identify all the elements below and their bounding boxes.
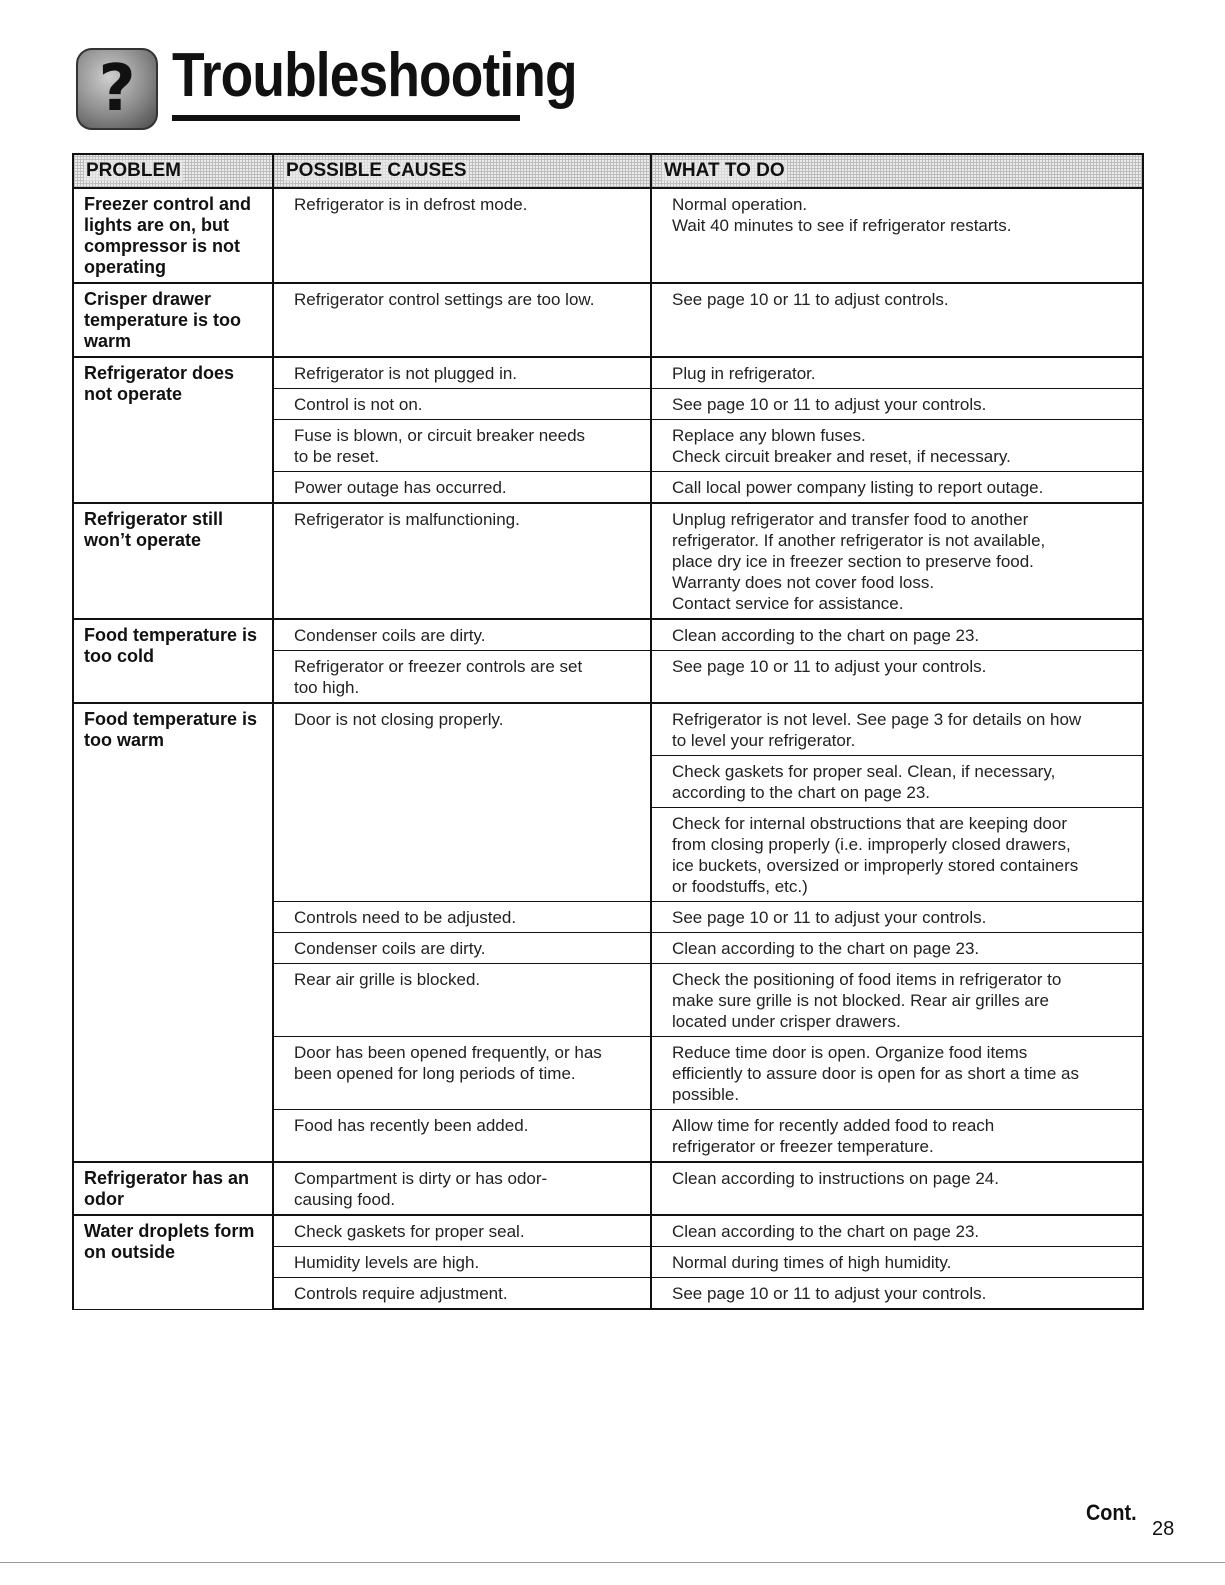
cause-line: Refrigerator is malfunctioning. [294, 510, 520, 529]
todo-line: See page 10 or 11 to adjust your controls. [672, 395, 987, 414]
header-what-to-do: WHAT TO DO [651, 154, 1143, 188]
cause-line: Door has been opened frequently, or has [294, 1043, 602, 1062]
table-row [73, 188, 1143, 283]
table-row [73, 503, 1143, 619]
todo-line: See page 10 or 11 to adjust your controls. [672, 1284, 987, 1303]
cause-line: Condenser coils are dirty. [294, 939, 486, 958]
cause-cell [273, 1215, 651, 1247]
cause-line: Rear air grille is blocked. [294, 970, 481, 989]
cause-line: Refrigerator is in defrost mode. [294, 195, 528, 214]
todo-line: Normal operation. [672, 195, 808, 214]
cause-cell [273, 357, 651, 389]
cause-cell [273, 933, 651, 964]
todo-line: Replace any blown fuses. [672, 426, 866, 445]
problem-cell: Food temperature is too warm [73, 703, 273, 1162]
todo-line: Clean according to the chart on page 23. [672, 626, 980, 645]
todo-line: efficiently to assure door is open for as short a time as [672, 1064, 1079, 1083]
cause-line: Compartment is dirty or has odor- [294, 1169, 548, 1188]
table-row [73, 1215, 1143, 1247]
cause-cell [273, 1247, 651, 1278]
todo-cell [651, 1037, 1143, 1110]
todo-cell [651, 933, 1143, 964]
cause-line: Condenser coils are dirty. [294, 626, 486, 645]
cause-cell [273, 964, 651, 1037]
todo-line: ice buckets, oversized or improperly stored containers [672, 856, 1079, 875]
todo-line: Contact service for assistance. [672, 594, 904, 613]
cause-line: Power outage has occurred. [294, 478, 507, 497]
cause-line: Control is not on. [294, 395, 423, 414]
todo-line: make sure grille is not blocked. Rear air grilles are [672, 991, 1049, 1010]
cause-line: Refrigerator is not plugged in. [294, 364, 518, 383]
todo-cell [651, 389, 1143, 420]
cause-cell [273, 1278, 651, 1310]
todo-cell [651, 1215, 1143, 1247]
cause-line: Check gaskets for proper seal. [294, 1222, 525, 1241]
todo-cell [651, 420, 1143, 472]
cause-line: to be reset. [294, 447, 380, 466]
todo-line: Allow time for recently added food to reach [672, 1116, 995, 1135]
cause-cell [273, 808, 651, 902]
todo-line: Refrigerator is not level. See page 3 for details on how [672, 710, 1082, 729]
todo-line: located under crisper drawers. [672, 1012, 901, 1031]
cause-cell [273, 389, 651, 420]
problem-cell: Refrigerator does not operate [73, 357, 273, 503]
todo-cell [651, 756, 1143, 808]
todo-cell [651, 619, 1143, 651]
cause-cell [273, 703, 651, 756]
cause-line: Humidity levels are high. [294, 1253, 480, 1272]
todo-line: See page 10 or 11 to adjust your controls. [672, 657, 987, 676]
todo-cell [651, 472, 1143, 504]
todo-line: Clean according to the chart on page 23. [672, 939, 980, 958]
todo-line: Reduce time door is open. Organize food items [672, 1043, 1028, 1062]
cause-line: Refrigerator or freezer controls are set [294, 657, 583, 676]
problem-cell: Freezer control and lights are on, but compressor is not operating [73, 188, 273, 283]
todo-line: Normal during times of high humidity. [672, 1253, 952, 1272]
table-row [73, 703, 1143, 756]
problem-cell: Water droplets form on outside [73, 1215, 273, 1309]
todo-line: Check gaskets for proper seal. Clean, if necessary, [672, 762, 1056, 781]
todo-line: according to the chart on page 23. [672, 783, 931, 802]
cause-cell [273, 651, 651, 704]
todo-line: Clean according to the chart on page 23. [672, 1222, 980, 1241]
todo-line: Plug in refrigerator. [672, 364, 816, 383]
todo-line: Wait 40 minutes to see if refrigerator restarts. [672, 216, 1012, 235]
todo-line: See page 10 or 11 to adjust controls. [672, 290, 949, 309]
table-row [73, 283, 1143, 357]
header-possible-causes: POSSIBLE CAUSES [273, 154, 651, 188]
todo-cell [651, 808, 1143, 902]
cause-cell [273, 472, 651, 504]
cause-line: too high. [294, 678, 360, 697]
bottom-rule [0, 1562, 1225, 1563]
problem-cell: Crisper drawer temperature is too warm [73, 283, 273, 357]
todo-cell [651, 1247, 1143, 1278]
table-header-row [73, 154, 1143, 188]
todo-line: Check circuit breaker and reset, if necessary. [672, 447, 1011, 466]
cause-cell [273, 420, 651, 472]
cause-line: Controls require adjustment. [294, 1284, 508, 1303]
cause-line: Food has recently been added. [294, 1116, 529, 1135]
cause-line: Fuse is blown, or circuit breaker needs [294, 426, 586, 445]
problem-cell: Refrigerator still won’t operate [73, 503, 273, 619]
todo-cell [651, 1162, 1143, 1215]
todo-cell [651, 964, 1143, 1037]
todo-cell [651, 1110, 1143, 1163]
table-row [73, 357, 1143, 389]
page-number: 28 [1152, 1518, 1175, 1540]
todo-cell [651, 283, 1143, 357]
todo-cell [651, 503, 1143, 619]
todo-line: See page 10 or 11 to adjust your controls. [672, 908, 987, 927]
cause-line: been opened for long periods of time. [294, 1064, 576, 1083]
cause-cell [273, 1162, 651, 1215]
todo-cell [651, 188, 1143, 283]
cause-line: Refrigerator control settings are too low. [294, 290, 595, 309]
problem-cell: Refrigerator has an odor [73, 1162, 273, 1215]
todo-line: possible. [672, 1085, 740, 1104]
todo-line: refrigerator. If another refrigerator is not available, [672, 531, 1046, 550]
cause-cell [273, 756, 651, 808]
todo-line: or foodstuffs, etc.) [672, 877, 808, 896]
todo-line: Check the positioning of food items in refrigerator to [672, 970, 1062, 989]
cause-line: Controls need to be adjusted. [294, 908, 517, 927]
cause-cell [273, 1037, 651, 1110]
table-row [73, 619, 1143, 651]
todo-line: Warranty does not cover food loss. [672, 573, 935, 592]
cause-cell [273, 619, 651, 651]
cause-cell [273, 188, 651, 283]
problem-cell: Food temperature is too cold [73, 619, 273, 703]
cause-cell [273, 283, 651, 357]
header-problem: PROBLEM [73, 154, 273, 188]
todo-line: refrigerator or freezer temperature. [672, 1137, 934, 1156]
page-title: Troubleshooting [172, 41, 577, 110]
question-mark-icon: ? [76, 48, 158, 130]
title-underline [172, 115, 520, 121]
todo-line: Unplug refrigerator and transfer food to another [672, 510, 1029, 529]
todo-cell [651, 902, 1143, 933]
continued-label: Cont. [1086, 1500, 1137, 1525]
troubleshooting-table [72, 153, 1144, 1310]
todo-cell [651, 651, 1143, 704]
cause-cell [273, 503, 651, 619]
todo-line: Check for internal obstructions that are keeping door [672, 814, 1068, 833]
todo-line: Call local power company listing to report outage. [672, 478, 1044, 497]
todo-cell [651, 357, 1143, 389]
table-row [73, 1162, 1143, 1215]
cause-line: Door is not closing properly. [294, 710, 504, 729]
todo-line: Clean according to instructions on page 24. [672, 1169, 999, 1188]
cause-line: causing food. [294, 1190, 396, 1209]
todo-cell [651, 1278, 1143, 1310]
cause-cell [273, 902, 651, 933]
todo-cell [651, 703, 1143, 756]
todo-line: to level your refrigerator. [672, 731, 856, 750]
todo-line: from closing properly (i.e. improperly closed drawers, [672, 835, 1071, 854]
todo-line: place dry ice in freezer section to preserve food. [672, 552, 1034, 571]
cause-cell [273, 1110, 651, 1163]
